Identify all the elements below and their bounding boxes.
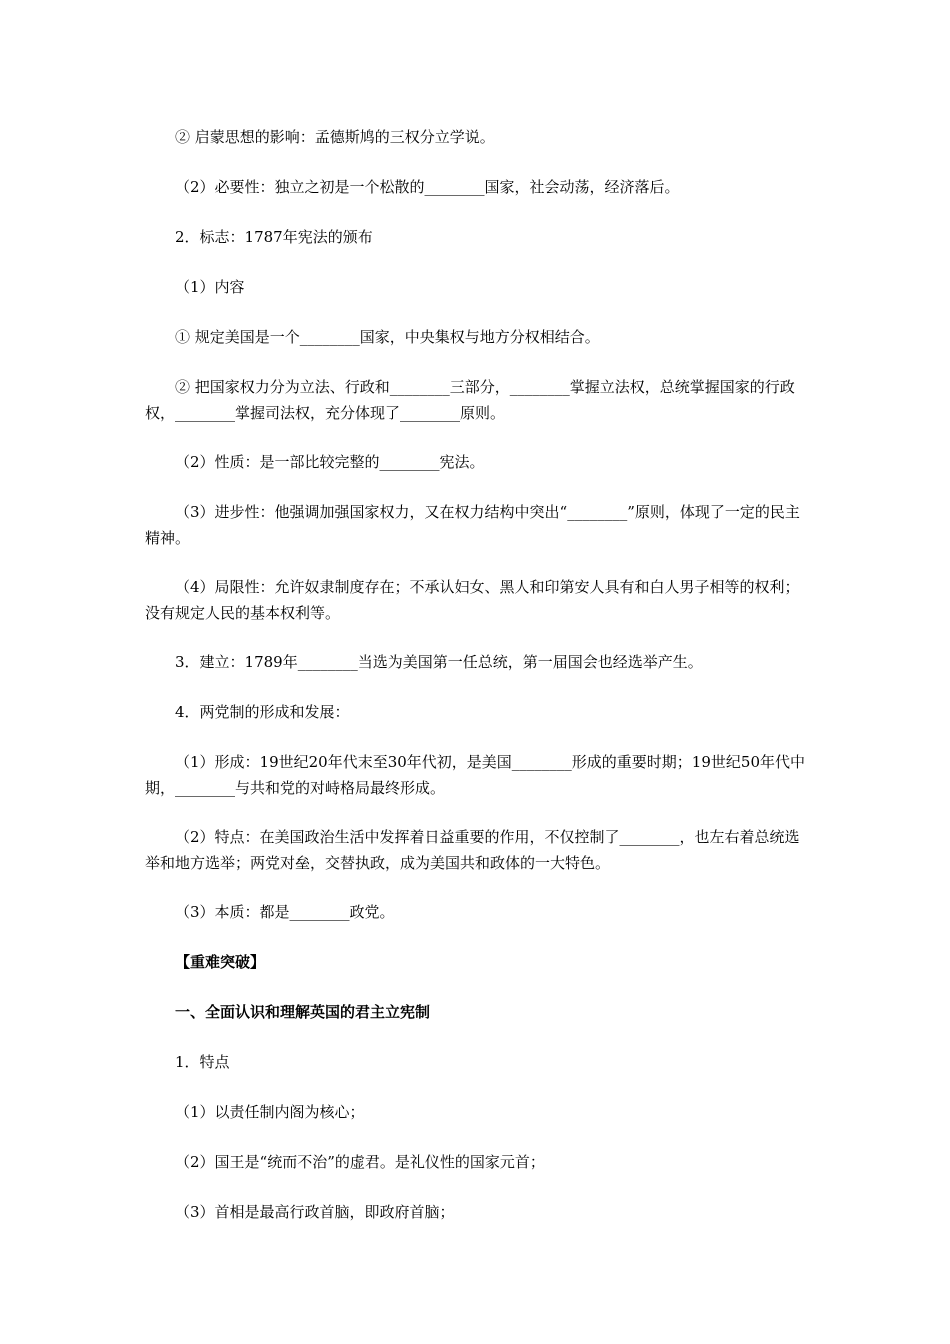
paragraph-nature: （2）性质：是一部比较完整的________宪法。 [175, 453, 485, 471]
paragraph-limitations: （4）局限性：允许奴隶制度存在；不承认妇女、黑人和印第安人具有和白人男子相等的权利；没有规定人民的基本权利等。 [145, 578, 800, 622]
paragraph-prime-minister: （3）首相是最高行政首脑，即政府首脑； [175, 1203, 455, 1221]
paragraph-two-party-heading: 4．两党制的形成和发展： [175, 703, 350, 721]
paragraph-formation: （1）形成：19世纪20年代末至30年代初，是美国________形成的重要时期；19世纪50年代中期，________与共和党的对峙格局最终形成。 [145, 753, 805, 797]
paragraph-necessity: （2）必要性：独立之初是一个松散的________国家，社会动荡，经济落后。 [175, 178, 680, 196]
paragraph-enlightenment-influence: ② 启蒙思想的影响：孟德斯鸠的三权分立学说。 [175, 128, 495, 146]
paragraph-characteristics: （2）特点：在美国政治生活中发挥着日益重要的作用，不仅控制了________，也左右着总统选举和地方选举；两党对垒，交替执政，成为美国共和政体的一大特色。 [145, 828, 800, 872]
paragraph-federal-state: ① 规定美国是一个________国家，中央集权与地方分权相结合。 [175, 328, 600, 346]
paragraph-features-heading: 1．特点 [175, 1053, 230, 1071]
paragraph-monarch-reigns: （2）国王是“统而不治”的虚君。是礼仪性的国家元首； [175, 1153, 545, 1171]
section-heading-british-monarchy: 一、全面认识和理解英国的君主立宪制 [175, 1003, 431, 1021]
section-heading-key-difficulties: 【重难突破】 [175, 953, 266, 971]
paragraph-symbol-1787: 2．标志：1787年宪法的颁布 [175, 228, 373, 246]
paragraph-establishment-1789: 3．建立：1789年________当选为美国第一任总统，第一届国会也经选举产生。 [175, 653, 703, 671]
paragraph-cabinet-core: （1）以责任制内阁为核心； [175, 1103, 365, 1121]
paragraph-separation-powers: ② 把国家权力分为立法、行政和________三部分，________掌握立法权，总统掌握国家的行政权，________掌握司法权，充分体现了________原则。 [145, 378, 795, 422]
paragraph-progressiveness: （3）进步性：他强调加强国家权力，又在权力结构中突出“________”原则，体现了一定的民主精神。 [145, 503, 800, 547]
paragraph-essence: （3）本质：都是________政党。 [175, 903, 395, 921]
paragraph-content-heading: （1）内容 [175, 278, 245, 296]
